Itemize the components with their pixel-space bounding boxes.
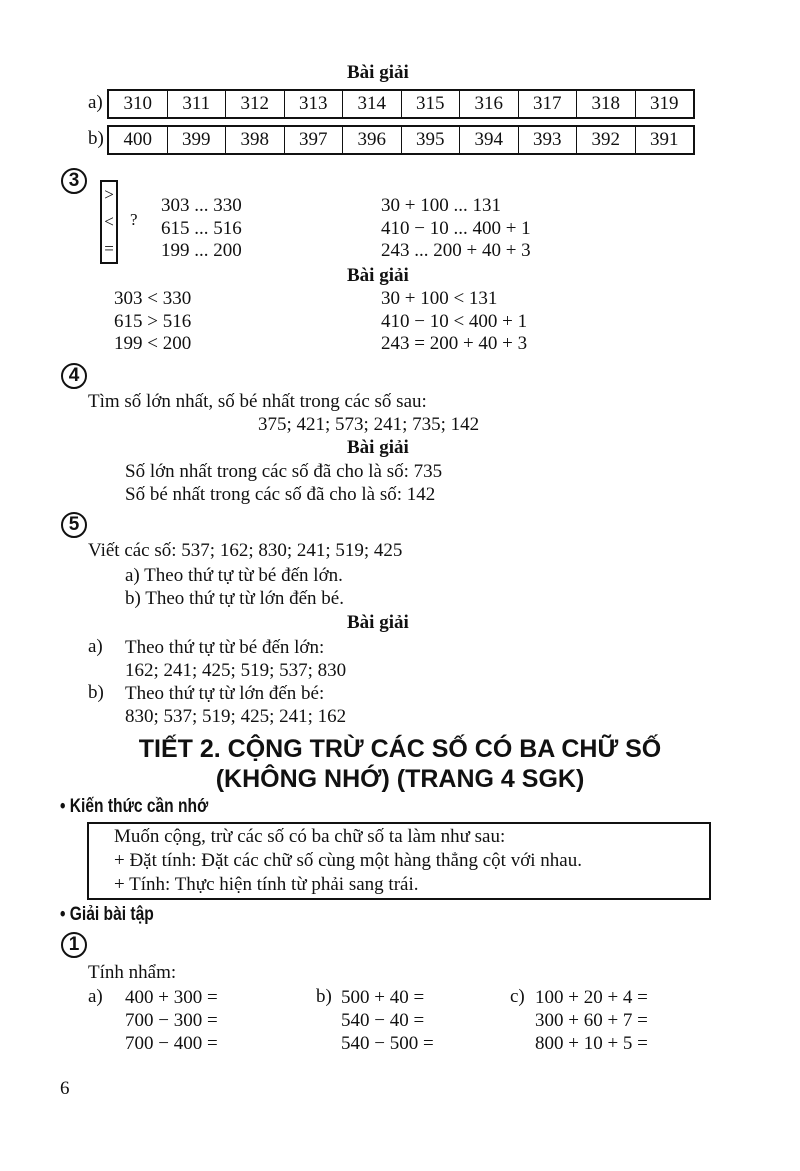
calc-item: 700 − 400 = (125, 1033, 218, 1054)
exercises-heading: • Giải bài tập (60, 904, 154, 925)
number-cell: 393 (519, 127, 578, 153)
exercise-prompt: Tìm số lớn nhất, số bé nhất trong các số sau: (88, 391, 427, 412)
answer-title: Theo thứ tự từ lớn đến bé: (125, 683, 325, 704)
exercise-number-3: 3 (61, 168, 87, 194)
col-b-label: b) (316, 986, 332, 1007)
knowledge-line: Muốn cộng, trừ các số có ba chữ số ta làm như sau: (114, 826, 506, 847)
exercise-number-1: 1 (61, 932, 87, 958)
row-b-label: b) (88, 128, 104, 149)
calc-item: 700 − 300 = (125, 1010, 218, 1031)
col-a (125, 986, 218, 1055)
page-number: 6 (60, 1078, 70, 1099)
knowledge-lines (114, 825, 582, 897)
answer-sequence: 830; 537; 519; 425; 241; 162 (125, 706, 347, 727)
comparison-question: 410 − 10 ... 400 + 1 (381, 217, 531, 239)
lesson-title-line2: (KHÔNG NHỚ) (TRANG 4 SGK) (215, 765, 585, 793)
knowledge-box (87, 822, 711, 900)
number-cell: 315 (402, 91, 461, 117)
greater-than-symbol: > (104, 185, 114, 205)
calc-item: 100 + 20 + 4 = (535, 987, 648, 1008)
number-list: 375; 421; 573; 241; 735; 142 (258, 414, 480, 435)
solution-label: Bài giải (347, 265, 409, 286)
col-a-label: a) (88, 986, 103, 1007)
equals-symbol: = (104, 238, 114, 258)
comparison-answer: 615 > 516 (114, 310, 192, 332)
comparison-question: 199 ... 200 (161, 240, 242, 261)
answer-a (125, 636, 346, 682)
knowledge-heading: • Kiến thức cần nhớ (60, 796, 209, 817)
right-answers (381, 288, 527, 356)
exercise-number-4: 4 (61, 363, 87, 389)
knowledge-line: + Tính: Thực hiện tính từ phải sang trái. (114, 874, 419, 895)
comparison-question: 615 ... 516 (161, 217, 242, 239)
solution-label: Bài giải (347, 612, 409, 633)
answer-title: Theo thứ tự từ bé đến lớn: (125, 637, 325, 658)
comparison-answer: 243 = 200 + 40 + 3 (381, 333, 528, 354)
number-cell: 396 (343, 127, 402, 153)
number-cell: 394 (460, 127, 519, 153)
calc-item: 400 + 300 = (125, 987, 218, 1008)
answer-a-label: a) (88, 636, 103, 657)
solution-label: Bài giải (347, 437, 409, 458)
number-cell: 399 (168, 127, 227, 153)
left-questions (161, 195, 242, 263)
answer-b-label: b) (88, 682, 104, 703)
number-cell: 311 (168, 91, 227, 117)
comparison-question: 243 ... 200 + 40 + 3 (381, 240, 531, 261)
knowledge-line: + Đặt tính: Đặt các chữ số cùng một hàng thẳng cột với nhau. (114, 850, 582, 871)
calc-item: 500 + 40 = (341, 987, 425, 1008)
exercise-prompt: Tính nhẩm: (88, 962, 177, 983)
exercise-parts (125, 564, 344, 610)
number-cell: 312 (226, 91, 285, 117)
number-cell: 400 (109, 127, 168, 153)
solution-label: Bài giải (347, 62, 409, 83)
number-cell: 310 (109, 91, 168, 117)
comparison-answer: 303 < 330 (114, 288, 192, 309)
comparison-answer: 30 + 100 < 131 (381, 288, 498, 309)
number-cell: 317 (519, 91, 578, 117)
col-c-label: c) (510, 986, 525, 1007)
number-cell: 319 (650, 93, 679, 114)
number-cell: 397 (285, 127, 344, 153)
number-cell: 316 (460, 91, 519, 117)
comparison-question: 30 + 100 ... 131 (381, 195, 501, 216)
number-cell: 314 (343, 91, 402, 117)
number-cell: 392 (577, 127, 636, 153)
exercise-part: a) Theo thứ tự từ bé đến lớn. (125, 565, 343, 586)
calc-item: 540 − 40 = (341, 1010, 425, 1031)
answer-line: Số lớn nhất trong các số đã cho là số: 735 (125, 461, 443, 482)
comparison-symbols-box (100, 180, 118, 264)
comparison-answer: 410 − 10 < 400 + 1 (381, 310, 528, 332)
lesson-title-line1: TIẾT 2. CỘNG TRỪ CÁC SỐ CÓ BA CHỮ SỐ (138, 735, 662, 763)
left-answers (114, 288, 191, 356)
exercise-part: b) Theo thứ tự từ lớn đến bé. (125, 588, 344, 609)
calc-item: 540 − 500 = (341, 1033, 434, 1054)
calc-item: 800 + 10 + 5 = (535, 1033, 648, 1054)
answer-line: Số bé nhất trong các số đã cho là số: 142 (125, 484, 436, 505)
exercise-number-5: 5 (61, 512, 87, 538)
number-row-b (107, 125, 695, 155)
answers (125, 460, 442, 506)
exercise-prompt: Viết các số: 537; 162; 830; 241; 519; 425 (88, 540, 403, 561)
answer-b (125, 682, 346, 728)
question-mark: ? (130, 210, 138, 229)
calc-item: 300 + 60 + 7 = (535, 1010, 648, 1031)
number-cell: 318 (577, 91, 636, 117)
col-b (341, 986, 434, 1055)
right-questions (381, 195, 531, 263)
number-cell: 395 (402, 127, 461, 153)
number-cell: 398 (226, 127, 285, 153)
comparison-question: 303 ... 330 (161, 195, 242, 216)
number-cell: 391 (650, 129, 679, 150)
col-c (535, 986, 648, 1055)
number-cell: 313 (285, 91, 344, 117)
comparison-answer: 199 < 200 (114, 333, 192, 354)
answer-sequence: 162; 241; 425; 519; 537; 830 (125, 660, 347, 681)
less-than-symbol: < (104, 211, 114, 231)
row-a-label: a) (88, 92, 103, 113)
number-row-a (107, 89, 695, 119)
